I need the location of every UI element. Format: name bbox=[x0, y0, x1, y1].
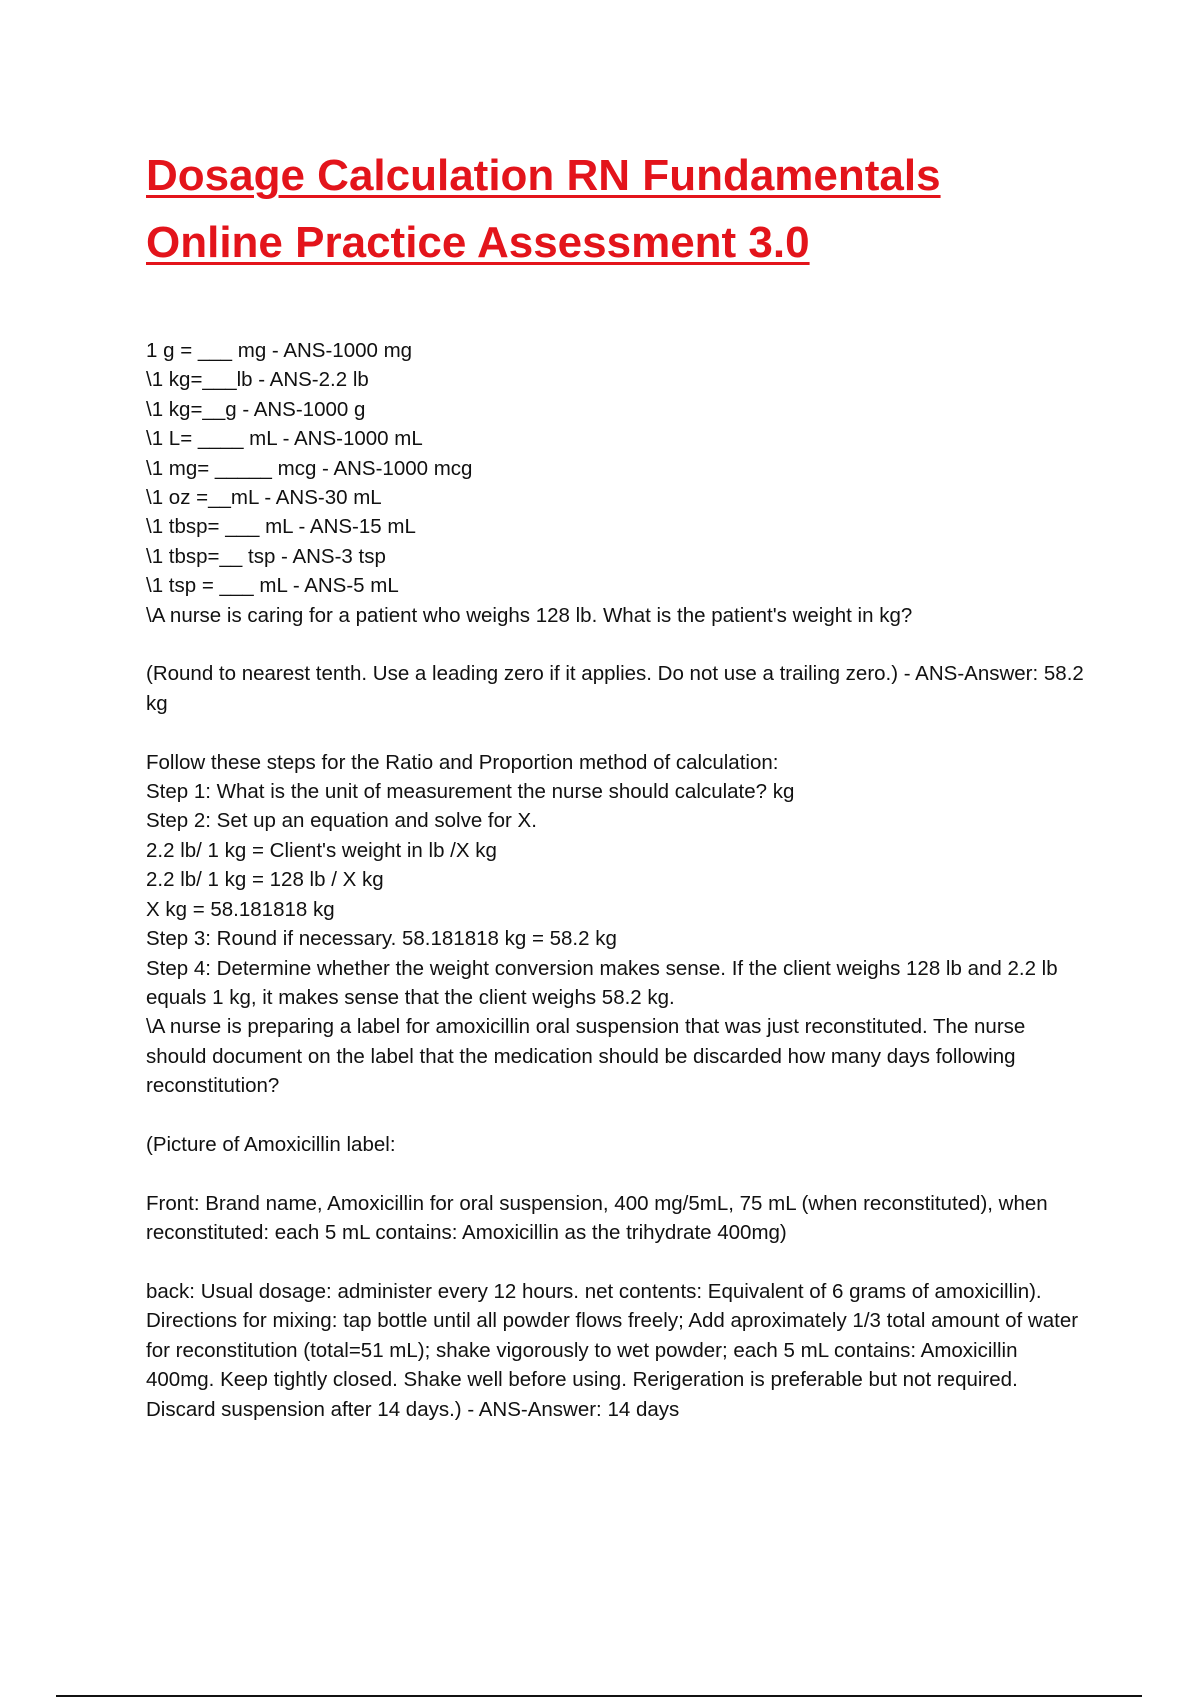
step-line: Step 1: What is the unit of measurement the nurse should calculate? kg bbox=[146, 780, 795, 804]
label-front: Front: Brand name, Amoxicillin for oral suspension, 400 mg/5mL, 75 mL (when reconstituted), when reconstituted: each 5 mL contains: Amoxicillin as the trihydrate 400mg) bbox=[146, 1191, 1048, 1245]
picture-label-intro: (Picture of Amoxicillin label: bbox=[146, 1132, 396, 1156]
conversion-line: \1 tsp = ___ mL - ANS-5 mL bbox=[146, 574, 399, 598]
conversion-line: \1 tbsp=__ tsp - ANS-3 tsp bbox=[146, 544, 386, 568]
step-line: Follow these steps for the Ratio and Proportion method of calculation: bbox=[146, 750, 779, 774]
paragraph-gap bbox=[146, 1159, 1086, 1188]
title-line-1: Dosage Calculation RN Fundamentals bbox=[146, 151, 941, 200]
step-line: Step 2: Set up an equation and solve for X. bbox=[146, 809, 537, 833]
question-weight-instructions: (Round to nearest tenth. Use a leading zero if it applies. Do not use a trailing zero.) - ANS-Answer: 58.2 kg bbox=[146, 662, 1084, 715]
document-title bbox=[146, 142, 1106, 276]
question-weight: \A nurse is caring for a patient who weighs 128 lb. What is the patient's weight in kg? bbox=[146, 603, 913, 627]
step-4: Step 4: Determine whether the weight conversion makes sense. If the client weighs 128 lb and 2.2 lb equals 1 kg, it makes sense that the client weighs 58.2 kg. bbox=[146, 956, 1058, 1009]
paragraph-gap bbox=[146, 718, 1086, 747]
question-amoxicillin: \A nurse is preparing a label for amoxicillin oral suspension that was just reconstituted. The nurse should document on the label that the medication should be discarded how many days following reconstitution? bbox=[146, 1015, 1026, 1098]
step-line: X kg = 58.181818 kg bbox=[146, 897, 335, 921]
page-bottom-rule bbox=[56, 1695, 1142, 1697]
title-line-2: Online Practice Assessment 3.0 bbox=[146, 218, 810, 267]
conversion-line: \1 kg=___lb - ANS-2.2 lb bbox=[146, 368, 369, 392]
step-line: 2.2 lb/ 1 kg = 128 lb / X kg bbox=[146, 868, 384, 892]
conversion-line: 1 g = ___ mg - ANS-1000 mg bbox=[146, 339, 413, 362]
conversion-line: \1 kg=__g - ANS-1000 g bbox=[146, 397, 366, 421]
step-line: Step 3: Round if necessary. 58.181818 kg = 58.2 kg bbox=[146, 927, 617, 951]
step-line: 2.2 lb/ 1 kg = Client's weight in lb /X kg bbox=[146, 838, 497, 862]
conversion-line: \1 oz =__mL - ANS-30 mL bbox=[146, 486, 382, 510]
document-body bbox=[146, 336, 1086, 1424]
conversion-line: \1 L= ____ mL - ANS-1000 mL bbox=[146, 427, 423, 451]
paragraph-gap bbox=[146, 630, 1086, 659]
conversion-line: \1 tbsp= ___ mL - ANS-15 mL bbox=[146, 515, 416, 539]
paragraph-gap bbox=[146, 1248, 1086, 1277]
label-back: back: Usual dosage: administer every 12 hours. net contents: Equivalent of 6 grams of amoxicillin). Directions for mixing: tap bottle until all powder flows freely; Add aproximately 1/3 total amount of water for reconstitution (total=51 mL); shake vigorously to wet powder; each 5 mL contains: Amoxicillin 400mg. Keep tightly closed. Shake well before using. Rerigeration is preferable but not required. Discard suspension after 14 days.) - ANS-Answer: 14 days bbox=[146, 1279, 1079, 1421]
paragraph-gap bbox=[146, 1101, 1086, 1130]
conversion-line: \1 mg= _____ mcg - ANS-1000 mcg bbox=[146, 456, 473, 480]
